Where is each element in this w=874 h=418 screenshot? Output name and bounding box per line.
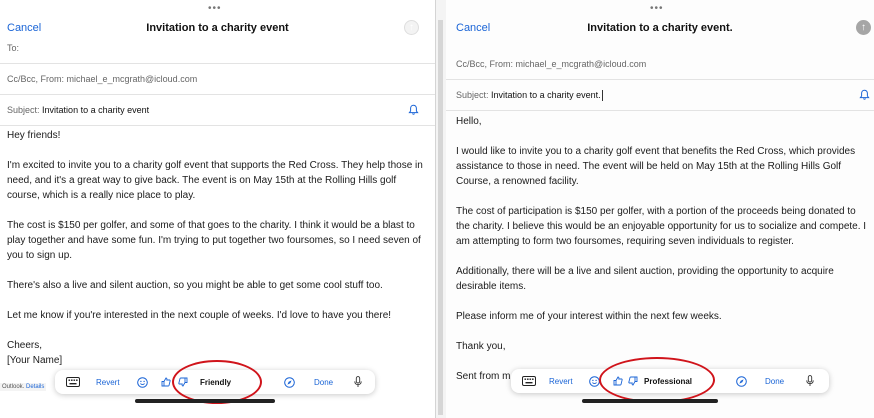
window-divider [436,0,446,418]
body-paragraph [7,143,427,158]
annotation-circle [599,357,715,403]
send-icon[interactable]: ↑ [404,20,419,35]
body-paragraph: [Your Name] [7,355,63,366]
body-paragraph [456,294,870,309]
tone-label[interactable]: Friendly [200,377,232,387]
body-paragraph: I'm excited to invite you to a charity golf event that supports the Red Cross. They help those in need, and it's a great way to give back. The event is on May 15th at the Rolling Hills golf course, which is a really nice place to play. [7,160,423,201]
body-paragraph: The cost of participation is $150 per golfer, with a portion of the proceeds being donated to the charity. I believe this would be an enjoyable opportunity for us to socialize and compete. I am attempting to form two foursomes, requiring seven individuals to register. [456,206,867,247]
body-paragraph: The cost is $150 per golfer, and some of that goes to the charity. I think it would be a blast to play together and have some fun. I'm trying to put together two foursomes, so I need seven of you to sign up. [7,220,421,261]
bell-icon[interactable] [859,89,870,103]
right-compose-window [446,0,874,418]
home-indicator [582,399,718,403]
keyboard-icon[interactable] [522,369,536,393]
body-paragraph [456,129,870,144]
annotation-circle [172,360,262,404]
message-body[interactable] [456,114,870,384]
bell-icon[interactable] [408,104,419,118]
microphone-icon[interactable] [354,370,362,394]
compass-icon[interactable] [736,369,747,393]
tone-label[interactable]: Professional [644,376,693,386]
body-paragraph: Hello, [456,116,482,127]
to-label: To: [7,43,20,53]
window-title: Invitation to a charity event [146,22,289,34]
outlook-footer [0,383,46,391]
subject-field[interactable] [446,80,874,111]
send-arrow-icon[interactable]: ↑ [856,20,871,35]
subject-label: Subject: [7,105,40,115]
text-cursor [602,90,603,101]
keyboard-icon[interactable] [66,370,80,394]
done-button[interactable]: Done [765,376,785,386]
subject-value[interactable]: Invitation to a charity event. [491,90,601,100]
body-paragraph [7,203,427,218]
cc-bcc-from-field[interactable] [446,49,874,80]
body-paragraph: Cheers, [7,340,43,351]
details-link[interactable]: Details [26,384,45,390]
cc-bcc-from-label: Cc/Bcc, From: michael_e_mcgrath@icloud.com [456,59,647,69]
microphone-icon[interactable] [806,369,814,393]
window-title: Invitation to a charity event. [587,22,733,34]
body-paragraph: Additionally, there will be a live and silent auction, providing the opportunity to acquire desirable items. [456,266,834,292]
body-paragraph [7,293,427,308]
revert-button[interactable]: Revert [96,377,120,387]
body-paragraph: I would like to invite you to a charity golf event that benefits the Red Cross, which provides assistance to those in need. The event will be held on May 15th at the Rolling Hills Golf Course, a renowned facility. [456,146,856,187]
subject-value[interactable]: Invitation to a charity event [42,105,150,115]
subject-field[interactable] [0,95,435,126]
subject-label: Subject: [456,90,489,100]
body-paragraph: Hey friends! [7,130,61,141]
body-paragraph: Thank you, [456,341,506,352]
revert-button[interactable]: Revert [549,376,573,386]
outlook-label: Outlook. [2,384,25,390]
cancel-button[interactable]: Cancel [7,22,42,34]
cancel-button[interactable]: Cancel [456,22,491,34]
cc-bcc-from-label: Cc/Bcc, From: michael_e_mcgrath@icloud.com [7,74,198,84]
body-paragraph: Please inform me of your interest within the next few weeks. [456,311,722,322]
smiley-icon[interactable] [137,370,148,394]
title-bar [446,12,874,42]
cc-bcc-from-field[interactable] [0,64,435,95]
body-paragraph [456,249,870,264]
body-paragraph [456,324,870,339]
drag-handle[interactable]: ••• [650,3,664,14]
thumbs-up-icon[interactable] [161,370,171,394]
body-paragraph [7,263,427,278]
done-button[interactable]: Done [314,377,334,387]
body-paragraph [7,323,427,338]
body-paragraph: Let me know if you're interested in the next couple of weeks. I'd love to have you there! [7,310,392,321]
compass-icon[interactable] [284,370,295,394]
body-paragraph: There's also a live and silent auction, so you might be able to get some cool stuff too. [7,280,383,291]
to-field[interactable] [0,33,435,64]
body-paragraph [456,189,870,204]
body-paragraph: Sent from m [456,371,511,382]
message-body[interactable] [7,128,427,368]
left-compose-window [0,0,436,418]
drag-handle[interactable]: ••• [208,3,222,14]
home-indicator [135,399,275,403]
